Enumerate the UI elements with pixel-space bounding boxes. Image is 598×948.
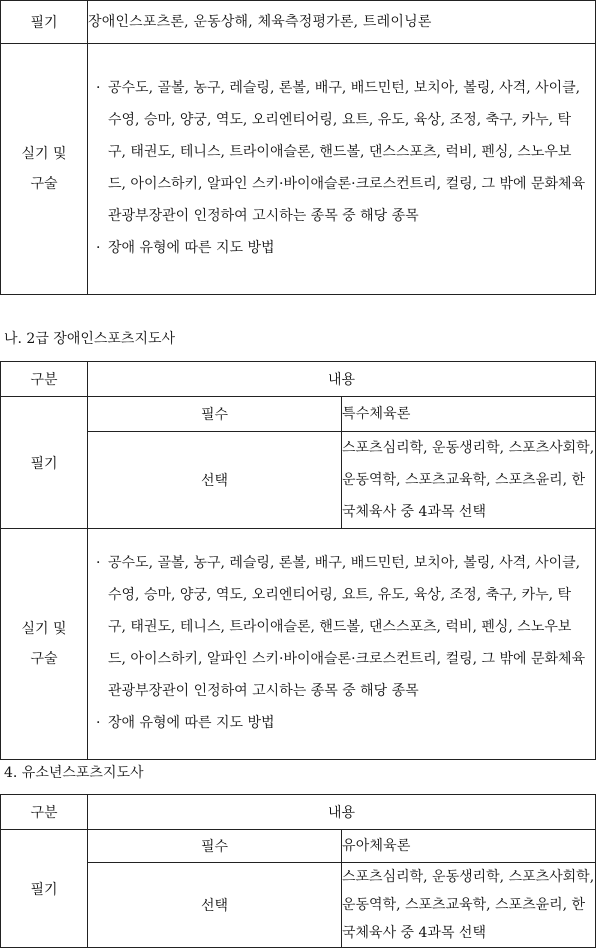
section2-elective-label: 선택 xyxy=(88,432,342,529)
section3-header-col1: 구분 xyxy=(1,795,88,830)
list-item: · 장애 유형에 따른 지도 방법 xyxy=(94,232,589,264)
section2-practical-label-line2: 구술 xyxy=(30,651,58,667)
section3-elective-label: 선택 xyxy=(88,863,342,948)
section2-written-required-row xyxy=(1,397,596,432)
list-item: · 공수도, 골볼, 농구, 레슬링, 론볼, 배구, 배드민턴, 보치아, 볼링, 사격, 사이클, 수영, 승마, 양궁, 역도, 오리엔티어링, 요트, 유도, 육상, 조정, 축구, 카누, 탁구, 태권도, 테니스, 트라이애슬론, 핸드볼, 댄스스포츠, 럭비, 펜싱, 스노우보드, 아이스하키, 알파인 스키·바이애슬론·크로스컨트리, 컬링, 그 밖에 문화체육관광부장관이 인정하여 고시하는 종목 중 해당 종목 xyxy=(94,72,589,232)
section2-practical-label-line1: 실기 및 xyxy=(21,621,67,637)
section2-practical-content xyxy=(88,529,596,760)
section2-required-value: 특수체육론 xyxy=(342,397,596,432)
section1-written-label: 필기 xyxy=(1,1,88,44)
section1-practical-label-line1: 실기 및 xyxy=(21,146,67,162)
section2-table xyxy=(0,361,596,760)
section3-heading: 4. 유소년스포츠지도사 xyxy=(4,765,144,781)
section2-header-col2: 내용 xyxy=(88,362,596,397)
section3-required-label: 필수 xyxy=(88,830,342,863)
section3-header-col2: 내용 xyxy=(88,795,596,830)
section2-written-label: 필기 xyxy=(1,397,88,529)
section3-required-value: 유아체육론 xyxy=(342,830,596,863)
section3-elective-value: 스포츠심리학, 운동생리학, 스포츠사회학, 운동역학, 스포츠교육학, 스포츠윤리, 한국체육사 중 4과목 선택 xyxy=(342,863,596,948)
section2-header-col1: 구분 xyxy=(1,362,88,397)
section1-practical-label xyxy=(1,44,88,295)
section1-written-content: 장애인스포츠론, 운동상해, 체육측정평가론, 트레이닝론 xyxy=(88,1,596,44)
section2-header-row xyxy=(1,362,596,397)
section2-required-label: 필수 xyxy=(88,397,342,432)
section3-table xyxy=(0,794,596,948)
section3-written-elective-row xyxy=(1,863,596,948)
section1-practical-list xyxy=(88,68,595,270)
section3-written-required-row xyxy=(1,830,596,863)
section2-heading: 나. 2급 장애인스포츠지도사 xyxy=(4,331,176,347)
section2-elective-value: 스포츠심리학, 운동생리학, 스포츠사회학, 운동역학, 스포츠교육학, 스포츠윤리, 한국체육사 중 4과목 선택 xyxy=(342,432,596,529)
list-item: · 공수도, 골볼, 농구, 레슬링, 론볼, 배구, 배드민턴, 보치아, 볼링, 사격, 사이클, 수영, 승마, 양궁, 역도, 오리엔티어링, 요트, 유도, 육상, 조정, 축구, 카누, 탁구, 태권도, 테니스, 트라이애슬론, 핸드볼, 댄스스포츠, 럭비, 펜싱, 스노우보드, 아이스하키, 알파인 스키·바이애슬론·크로스컨트리, 컬링, 그 밖에 문화체육관광부장관이 인정하여 고시하는 종목 중 해당 종목 xyxy=(94,547,589,707)
section1-practical-row xyxy=(1,44,596,295)
list-item: · 장애 유형에 따른 지도 방법 xyxy=(94,707,589,739)
section2-practical-label xyxy=(1,529,88,760)
section3-header-row xyxy=(1,795,596,830)
section1-written-row xyxy=(1,1,596,44)
section3-written-label: 필기 xyxy=(1,830,88,948)
section1-practical-label-line2: 구술 xyxy=(30,176,58,192)
section1-practical-content xyxy=(88,44,596,295)
section2-practical-row xyxy=(1,529,596,760)
section2-practical-list xyxy=(88,543,595,745)
section2-written-elective-row xyxy=(1,432,596,529)
section1-table xyxy=(0,0,596,295)
